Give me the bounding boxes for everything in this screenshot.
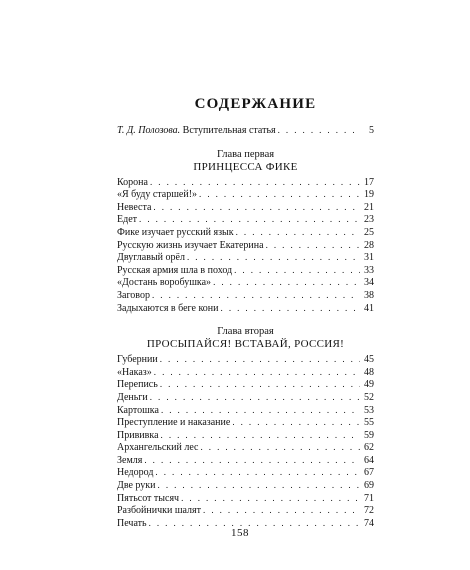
dot-leader <box>139 213 360 226</box>
dot-leader <box>155 466 360 479</box>
toc-entry-label: Прививка <box>117 429 159 441</box>
toc-title: СОДЕРЖАНИЕ <box>194 96 317 112</box>
dot-leader <box>161 404 360 417</box>
toc-entry-page: 45 <box>364 354 374 366</box>
toc-entry-label: Перепись <box>117 379 158 391</box>
dot-leader <box>158 479 360 492</box>
toc-entry-label: Русскую жизнь изучает Екатерина <box>117 239 264 251</box>
dot-leader <box>266 239 360 252</box>
toc-entry-page: 33 <box>364 264 374 276</box>
toc-entry-label: Фике изучает русский язык <box>117 226 234 238</box>
chapter-heading <box>117 149 374 173</box>
toc-entry[interactable] <box>117 289 374 302</box>
page-number: 158 <box>231 527 249 539</box>
toc-entry-label <box>117 125 276 138</box>
dot-leader <box>234 264 360 277</box>
dot-leader <box>150 391 360 404</box>
toc-entry-label: Губернии <box>117 354 158 366</box>
dot-leader <box>153 201 360 214</box>
chapter-1 <box>117 149 374 315</box>
dot-leader <box>160 353 360 366</box>
toc-entry-page: 69 <box>364 480 374 492</box>
toc-entry[interactable] <box>117 454 374 467</box>
toc-entry-page: 59 <box>364 429 374 441</box>
chapter-entries <box>117 176 374 315</box>
toc-entry-page: 25 <box>364 226 374 238</box>
toc-entry-page: 52 <box>364 391 374 403</box>
toc-entry-label: Разбойнички шалят <box>117 505 202 517</box>
intro-author: Т. Д. Полозова. <box>117 125 181 136</box>
toc-entry-label: Деньги <box>117 391 148 403</box>
toc-entry[interactable] <box>117 213 374 226</box>
toc-entry[interactable] <box>117 429 374 442</box>
chapter-2 <box>117 326 374 529</box>
toc-entry-page: 74 <box>364 517 374 529</box>
toc-entry[interactable] <box>117 251 374 264</box>
toc-entry-label: Преступление и наказание <box>117 417 231 429</box>
toc-entry-page: 41 <box>364 302 374 314</box>
toc-entry[interactable] <box>117 378 374 391</box>
chapter-entries <box>117 353 374 529</box>
toc-entry[interactable] <box>117 391 374 404</box>
toc-entry[interactable] <box>117 492 374 505</box>
toc-entry-label: «Достань воробушка» <box>117 277 212 289</box>
toc-entry-page: 17 <box>364 176 374 188</box>
chapter-title: ПРИНЦЕССА ФИКЕ <box>193 160 298 173</box>
toc-entry-page: 62 <box>364 442 374 454</box>
dot-leader <box>154 366 360 379</box>
toc-entry-page: 55 <box>364 417 374 429</box>
toc-entry-label: Заговор <box>117 289 150 301</box>
dot-leader <box>221 302 360 315</box>
chapter-heading <box>117 326 374 350</box>
toc-entry-page: 38 <box>364 289 374 301</box>
toc-entry-page: 53 <box>364 404 374 416</box>
toc-entry[interactable] <box>117 188 374 201</box>
toc-entry-page: 28 <box>364 239 374 251</box>
toc-entry-label: Едет <box>117 214 138 226</box>
toc-entry[interactable] <box>117 479 374 492</box>
toc-entry[interactable] <box>117 504 374 517</box>
toc-entry-page: 49 <box>364 379 374 391</box>
toc-entry[interactable] <box>117 264 374 277</box>
intro-title: Вступительная статья <box>182 125 276 136</box>
toc-entry-label: Корона <box>117 176 148 188</box>
toc-entry[interactable] <box>117 366 374 379</box>
dot-leader <box>160 378 360 391</box>
dot-leader <box>152 289 360 302</box>
dot-leader <box>187 251 360 264</box>
toc-entry[interactable] <box>117 404 374 417</box>
toc-entry-page: 67 <box>364 467 374 479</box>
toc-entry-page: 5 <box>369 125 374 136</box>
dot-leader <box>181 492 360 505</box>
toc-entry[interactable] <box>117 239 374 252</box>
chapter-title: ПРОСЫПАЙСЯ! ВСТАВАЙ, РОССИЯ! <box>146 338 345 351</box>
toc-entry-page: 48 <box>364 366 374 378</box>
toc-entry-label: Русская армия шла в поход <box>117 264 233 276</box>
dot-leader <box>161 429 360 442</box>
toc-entry-label: «Я буду старшей!» <box>117 189 198 201</box>
toc-entry[interactable] <box>117 176 374 189</box>
toc-entry-label: Две руки <box>117 480 156 492</box>
toc-entry[interactable] <box>117 201 374 214</box>
toc-entry[interactable] <box>117 226 374 239</box>
toc-entry-page: 34 <box>364 277 374 289</box>
toc-entry-label: Печать <box>117 517 147 529</box>
dot-leader <box>236 226 360 239</box>
toc-entry[interactable] <box>117 276 374 289</box>
toc-entry-page: 64 <box>364 454 374 466</box>
chapter-number: Глава вторая <box>217 326 274 338</box>
dot-leader <box>200 441 360 454</box>
dot-leader <box>199 188 360 201</box>
dot-leader <box>144 454 360 467</box>
toc-entry[interactable] <box>117 416 374 429</box>
dot-leader <box>232 416 360 429</box>
toc-entry-label: Картошка <box>117 404 159 416</box>
toc-entry-page: 31 <box>364 252 374 264</box>
toc-entry[interactable] <box>117 441 374 454</box>
toc-entry[interactable] <box>117 302 374 315</box>
toc-entry-label: Двуглавый орёл <box>117 252 185 264</box>
toc-entry-label: Недород <box>117 467 154 479</box>
toc-entry-page: 23 <box>364 214 374 226</box>
toc-entry-page: 72 <box>364 505 374 517</box>
toc-entry-label: Пятьсот тысяч <box>117 492 180 504</box>
dot-leader <box>213 276 360 289</box>
toc-entry[interactable] <box>117 466 374 479</box>
toc-entry-page: 21 <box>364 201 374 213</box>
toc-entry-label: «Наказ» <box>117 366 152 378</box>
toc-entry-label: Земля <box>117 454 143 466</box>
table-of-contents <box>117 94 374 529</box>
toc-entry[interactable] <box>117 353 374 366</box>
chapter-number: Глава первая <box>216 148 275 160</box>
dot-leader <box>278 124 360 137</box>
toc-entry-label: Невеста <box>117 201 152 213</box>
toc-entry-page: 71 <box>364 492 374 504</box>
toc-entry-label: Задыхаются в беге кони <box>117 302 219 314</box>
toc-entry-intro[interactable] <box>117 124 374 137</box>
dot-leader <box>150 176 360 189</box>
toc-entry-label: Архангельский лес <box>117 442 199 454</box>
toc-entry-page: 19 <box>364 189 374 201</box>
dot-leader <box>203 504 360 517</box>
